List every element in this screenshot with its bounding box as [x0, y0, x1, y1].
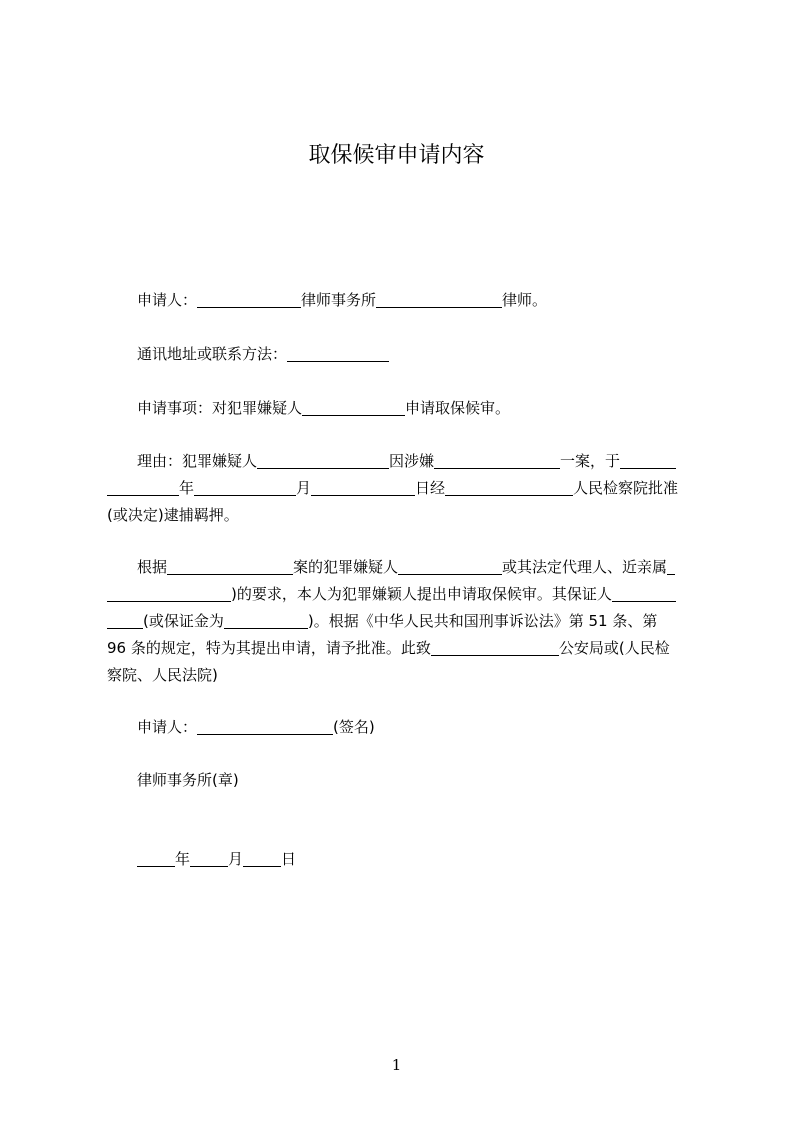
request-paragraph — [107, 395, 703, 422]
month-label: 月 — [296, 479, 312, 497]
application-text: )的要求，本人为犯罪嫌颖人提出申请取保候审。其保证人 — [231, 585, 612, 603]
date-line — [107, 846, 703, 873]
basis-line-4 — [107, 635, 703, 662]
basis-line-5 — [107, 662, 703, 689]
date-year-label: 年 — [175, 850, 191, 868]
year-blank-part1[interactable] — [620, 452, 676, 469]
reason-case-label: 一案，于 — [560, 452, 621, 470]
public-security-label: 公安局或(人民检 — [558, 639, 670, 657]
day-label: 日经 — [415, 479, 446, 497]
suspect-name-blank[interactable] — [302, 399, 405, 416]
law-citation: )。根据《中华人民共和国刑事诉讼法》第 51 条、第 — [307, 612, 658, 630]
relatives-blank-part1[interactable] — [667, 558, 675, 575]
contact-label: 通讯地址或联系方法： — [137, 345, 288, 363]
charge-blank[interactable] — [434, 452, 560, 469]
court-text: 察院、人民法院) — [107, 666, 218, 684]
lawyer-name-blank[interactable] — [376, 291, 502, 308]
signature-paragraph — [107, 714, 703, 741]
year-blank-part2[interactable] — [107, 479, 179, 496]
procuratorate-label: 人民检察院批准 — [573, 479, 679, 497]
reason-line-2 — [107, 475, 703, 502]
date-month-blank[interactable] — [190, 850, 228, 867]
date-month-label: 月 — [228, 850, 244, 868]
relatives-blank-part2[interactable] — [107, 585, 231, 602]
month-blank[interactable] — [194, 479, 296, 496]
reason-paragraph — [107, 448, 703, 529]
relatives-label: 或其法定代理人、近亲属 — [502, 558, 668, 576]
law-firm-label: 律师事务所 — [301, 291, 377, 309]
date-day-blank[interactable] — [243, 850, 281, 867]
bail-amount-blank[interactable] — [224, 612, 308, 629]
article-text: 96 条的规定，特为其提出申请，请予批准。此致 — [107, 639, 431, 657]
applicant-paragraph — [107, 287, 703, 314]
bail-label: (或保证金为 — [143, 612, 224, 630]
signature-blank[interactable] — [197, 718, 333, 735]
reason-label: 理由：犯罪嫌疑人 — [137, 452, 258, 470]
reason-line-3 — [107, 502, 703, 529]
applicant-line — [107, 287, 703, 314]
contact-paragraph — [107, 341, 703, 368]
public-security-blank[interactable] — [431, 639, 559, 656]
page-number: 1 — [391, 1056, 402, 1074]
basis-paragraph — [107, 554, 703, 689]
signature-suffix: (签名) — [333, 718, 375, 736]
seal-line — [107, 767, 703, 794]
applicant-label: 申请人： — [137, 291, 198, 309]
basis-line-2 — [107, 581, 703, 608]
signature-label: 申请人： — [137, 718, 198, 736]
year-label: 年 — [179, 479, 195, 497]
date-year-blank[interactable] — [137, 850, 175, 867]
signature-line — [107, 714, 703, 741]
seal-label: 律师事务所(章) — [137, 771, 239, 789]
guarantor-blank-part1[interactable] — [612, 585, 676, 602]
contact-blank[interactable] — [287, 345, 389, 362]
detention-text: (或决定)逮捕羁押。 — [107, 506, 239, 524]
guarantor-blank-part2[interactable] — [107, 612, 143, 629]
reason-line-1 — [107, 448, 703, 475]
seal-paragraph — [107, 767, 703, 794]
request-label: 申请事项：对犯罪嫌疑人 — [137, 399, 303, 417]
request-suffix: 申请取保候审。 — [405, 399, 511, 417]
procuratorate-blank[interactable] — [445, 479, 573, 496]
page-title: 取保候审申请内容 — [308, 143, 485, 168]
day-blank[interactable] — [311, 479, 415, 496]
lawyer-label: 律师。 — [502, 291, 548, 309]
reason-suspect-blank[interactable] — [257, 452, 389, 469]
basis-suspect-blank[interactable] — [398, 558, 502, 575]
contact-line — [107, 341, 703, 368]
basis-line-1 — [107, 554, 703, 581]
date-paragraph — [107, 846, 703, 873]
date-day-label: 日 — [281, 850, 297, 868]
basis-suspect-label: 案的犯罪嫌疑人 — [293, 558, 399, 576]
applicant-name-blank[interactable] — [197, 291, 301, 308]
request-line — [107, 395, 703, 422]
reason-charge-label: 因涉嫌 — [389, 452, 435, 470]
basis-label: 根据 — [137, 558, 168, 576]
basis-line-3 — [107, 608, 703, 635]
case-blank[interactable] — [167, 558, 293, 575]
